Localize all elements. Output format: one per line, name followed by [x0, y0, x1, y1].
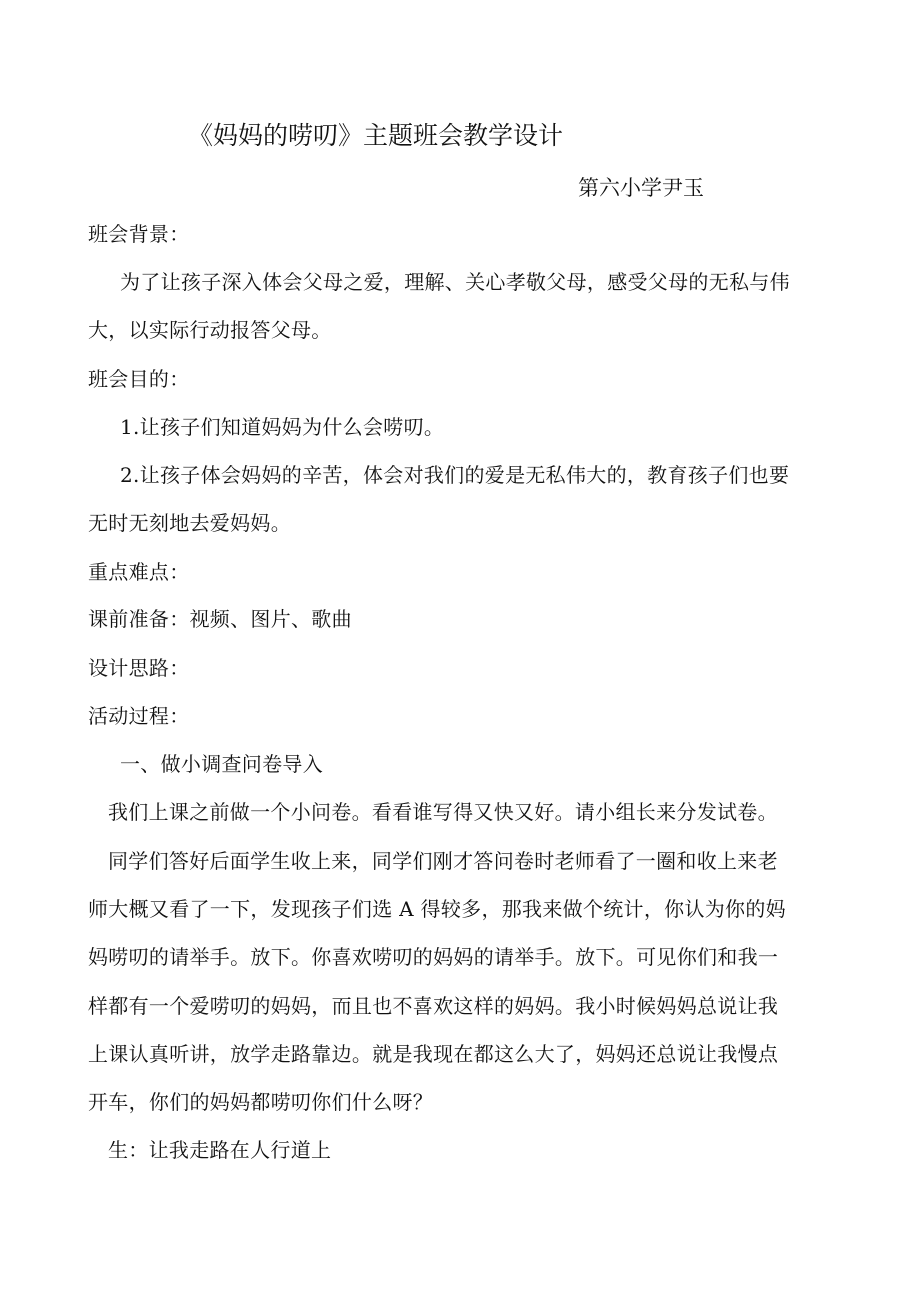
- goal-item-2: 2.让孩子体会妈妈的辛苦，体会对我们的爱是无私伟大的，教育孩子们也要: [120, 463, 790, 487]
- student-answer-line: 生：让我走路在人行道上: [108, 1138, 332, 1162]
- section-heading-background: 班会背景：: [88, 222, 190, 246]
- paragraph-line: 师大概又看了一下，发现孩子们选 A 得较多，那我来做个统计，你认为你的妈: [88, 897, 786, 921]
- paragraph-line: 无时无刻地去爱妈妈。: [88, 511, 291, 535]
- document-author: 第六小学尹玉: [578, 176, 704, 200]
- paragraph-line: 开车，你们的妈妈都唠叨你们什么呀？: [88, 1090, 434, 1114]
- paragraph-line: 样都有一个爱唠叨的妈妈，而且也不喜欢这样的妈妈。我小时候妈妈总说让我: [88, 994, 779, 1018]
- section-heading-process: 活动过程：: [88, 704, 190, 728]
- paragraph-line: 为了让孩子深入体会父母之爱，理解、关心孝敬父母，感受父母的无私与伟: [120, 270, 790, 294]
- section-heading-goals: 班会目的：: [88, 367, 190, 391]
- paragraph-line: 妈唠叨的请举手。放下。你喜欢唠叨的妈妈的请举手。放下。可见你们和我一: [88, 945, 779, 969]
- section-heading-design: 设计思路：: [88, 656, 190, 680]
- paragraph-line: 大，以实际行动报答父母。: [88, 318, 332, 342]
- section-heading-preparation: 课前准备：视频、图片、歌曲: [88, 607, 352, 631]
- paragraph-line: 上课认真听讲，放学走路靠边。就是我现在都这么大了，妈妈还总说让我慢点: [88, 1042, 779, 1066]
- goal-item-1: 1.让孩子们知道妈妈为什么会唠叨。: [120, 415, 445, 439]
- paragraph-line: 同学们答好后面学生收上来，同学们刚才答问卷时老师看了一圈和收上来老: [108, 849, 778, 873]
- document-title: 《妈妈的唠叨》主题班会教学设计: [188, 121, 564, 150]
- subsection-heading: 一、做小调查问卷导入: [120, 752, 323, 776]
- paragraph-line: 我们上课之前做一个小问卷。看看谁写得又快又好。请小组长来分发试卷。: [108, 800, 778, 824]
- section-heading-key-points: 重点难点：: [88, 560, 190, 584]
